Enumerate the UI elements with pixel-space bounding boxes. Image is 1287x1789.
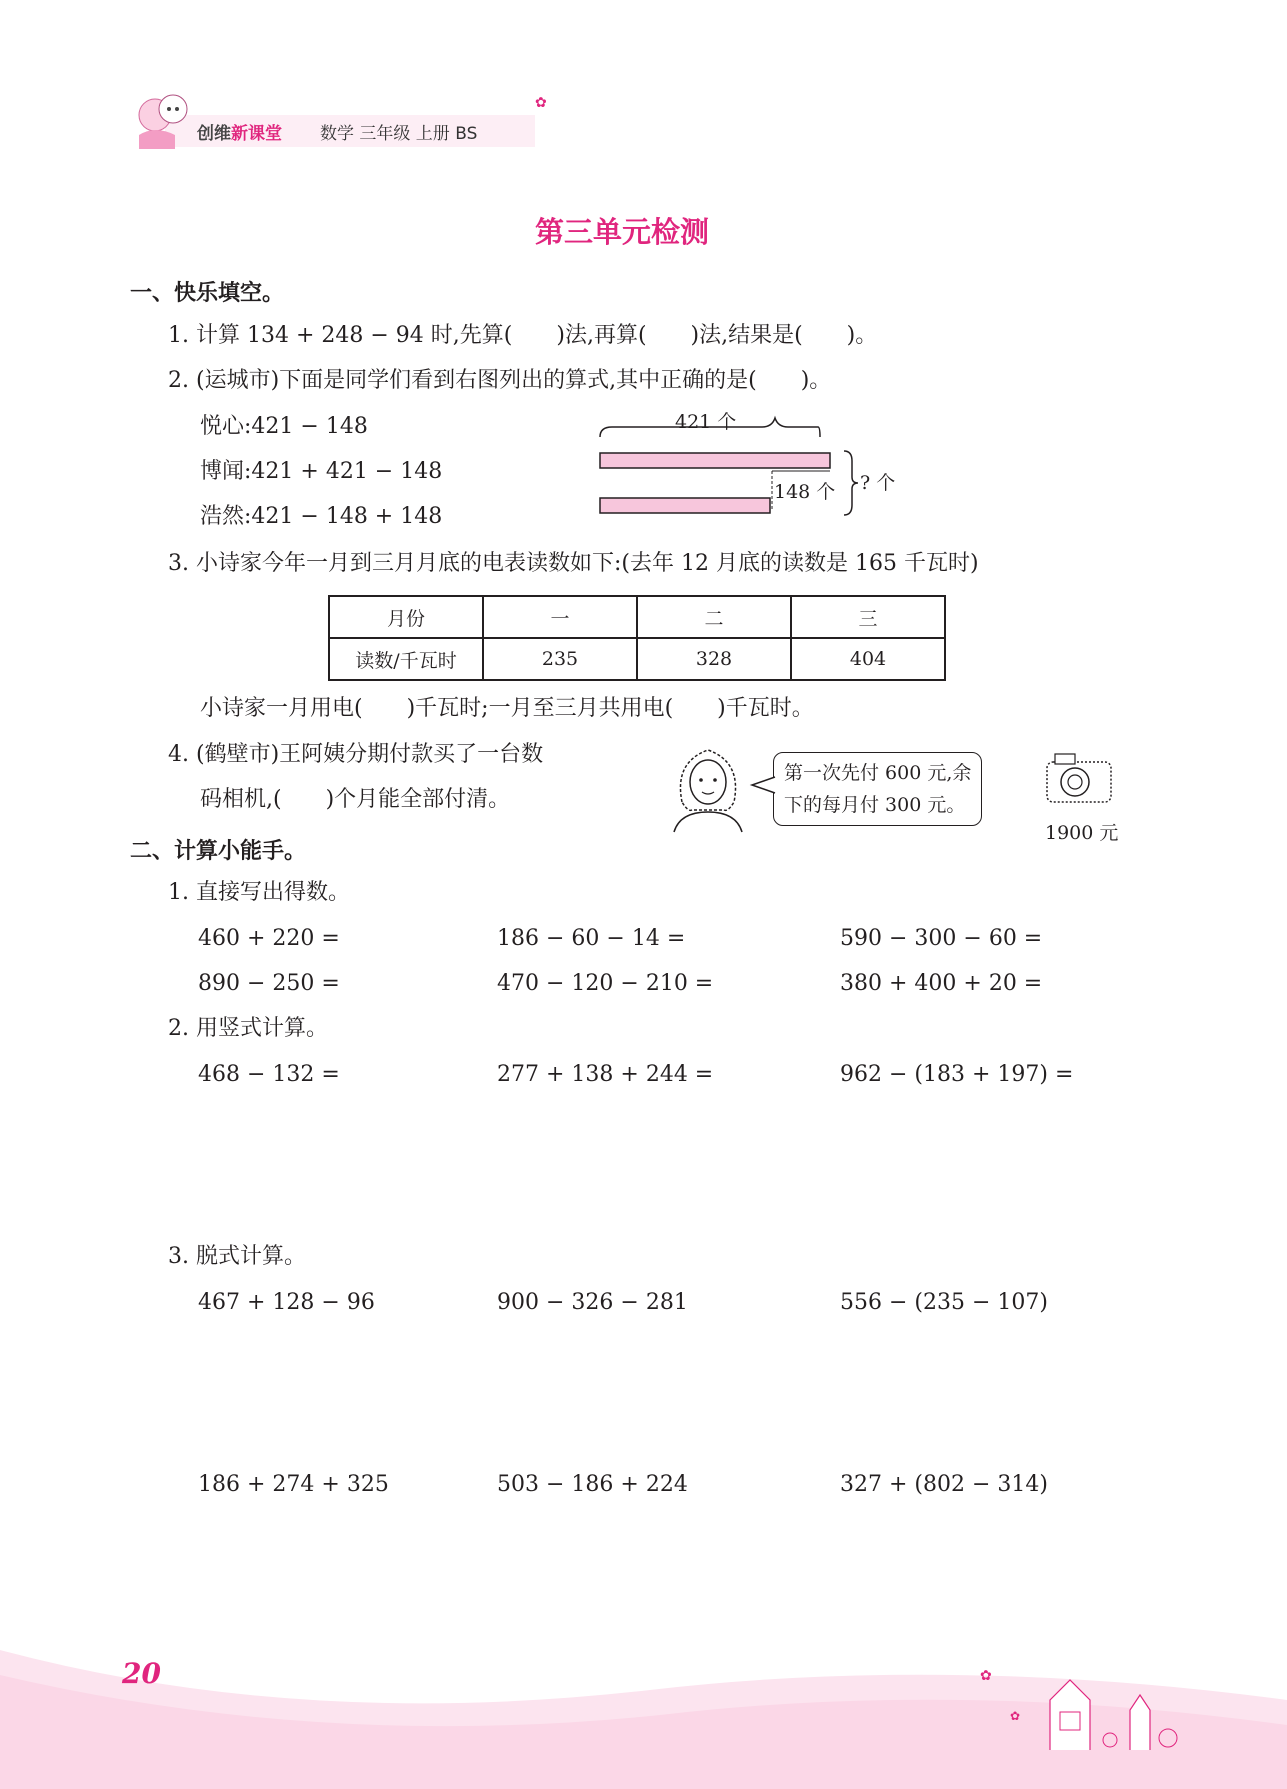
- oral-calc-1: 460 + 220 =: [198, 926, 340, 951]
- table-cell-mar: 404: [791, 638, 945, 680]
- bubble-tail: [750, 775, 776, 795]
- table-cell-feb: 328: [637, 638, 791, 680]
- diagram-top-label: 421 个: [675, 411, 737, 433]
- step-calc-4: 186 + 274 + 325: [198, 1472, 389, 1497]
- section-heading-1: 一、快乐填空。: [130, 281, 285, 306]
- step-calc-3: 556 − (235 − 107): [840, 1290, 1048, 1315]
- brand-name: 创维新课堂: [197, 124, 282, 144]
- diagram-diff-label: 148 个: [774, 481, 836, 503]
- bubble-line-2: 下的每月付 300 元。: [784, 794, 966, 816]
- camera-price: 1900 元: [1045, 822, 1119, 844]
- step-calc-6: 327 + (802 − 314): [840, 1472, 1048, 1497]
- question-1-1: 1. 计算 134 + 248 − 94 时,先算( )法,再算( )法,结果是( )。: [168, 323, 878, 348]
- speech-bubble: [773, 752, 982, 826]
- page-title: 第三单元检测: [535, 215, 710, 249]
- part-2-1-label: 1. 直接写出得数。: [168, 880, 350, 905]
- step-calc-1: 467 + 128 − 96: [198, 1290, 375, 1315]
- oral-calc-5: 470 − 120 − 210 =: [497, 971, 714, 996]
- question-1-4-line2: 码相机,( )个月能全部付清。: [200, 787, 511, 812]
- section-heading-2: 二、计算小能手。: [130, 839, 307, 864]
- table-header-row: [329, 596, 945, 638]
- woman-illustration: [668, 742, 748, 834]
- book-subtitle: 数学 三年级 上册 BS: [320, 124, 478, 144]
- oral-calc-3: 590 − 300 − 60 =: [840, 926, 1043, 951]
- question-1-4-line1: 4. (鹤壁市)王阿姨分期付款买了一台数: [168, 742, 544, 767]
- electricity-table: [328, 595, 946, 681]
- oral-calc-2: 186 − 60 − 14 =: [497, 926, 686, 951]
- bar-diagram: [590, 405, 920, 520]
- part-2-2-label: 2. 用竖式计算。: [168, 1016, 328, 1041]
- table-header-mar: 三: [791, 596, 945, 638]
- table-header-jan: 一: [483, 596, 637, 638]
- page-number: 20: [122, 1657, 161, 1690]
- table-header-feb: 二: [637, 596, 791, 638]
- vertical-calc-3: 962 − (183 + 197) =: [840, 1062, 1074, 1087]
- svg-text:✿: ✿: [1010, 1709, 1021, 1723]
- option-bowen: 博闻:421 + 421 − 148: [200, 459, 443, 484]
- option-yuexin: 悦心:421 − 148: [200, 414, 368, 439]
- right-brace: [844, 451, 858, 515]
- castle-decoration: [960, 1650, 1190, 1760]
- svg-text:✿: ✿: [980, 1668, 992, 1684]
- diagram-total-label: ? 个: [860, 472, 896, 494]
- bubble-line-1: 第一次先付 600 元,余: [784, 762, 972, 784]
- question-1-2-stem: 2. (运城市)下面是同学们看到右图列出的算式,其中正确的是( )。: [168, 368, 832, 393]
- option-haoran: 浩然:421 − 148 + 148: [200, 504, 443, 529]
- oral-calc-4: 890 − 250 =: [198, 971, 340, 996]
- step-calc-2: 900 − 326 − 281: [497, 1290, 688, 1315]
- oral-calc-6: 380 + 400 + 20 =: [840, 971, 1043, 996]
- part-2-3-label: 3. 脱式计算。: [168, 1244, 306, 1269]
- camera-icon: [1043, 748, 1115, 806]
- vertical-calc-2: 277 + 138 + 244 =: [497, 1062, 714, 1087]
- step-calc-5: 503 − 186 + 224: [497, 1472, 688, 1497]
- question-1-3-answer: 小诗家一月用电( )千瓦时;一月至三月共用电( )千瓦时。: [200, 696, 814, 721]
- svg-text:✿: ✿: [535, 95, 547, 111]
- bar-bottom: [600, 498, 770, 513]
- table-row-label: 读数/千瓦时: [329, 638, 483, 680]
- table-cell-jan: 235: [483, 638, 637, 680]
- question-1-3-stem: 3. 小诗家今年一月到三月月底的电表读数如下:(去年 12 月底的读数是 165 千瓦时): [168, 551, 979, 576]
- table-row: [329, 638, 945, 680]
- table-header-month: 月份: [329, 596, 483, 638]
- vertical-calc-1: 468 − 132 =: [198, 1062, 340, 1087]
- header-banner: [125, 85, 545, 155]
- bar-top: [600, 453, 830, 468]
